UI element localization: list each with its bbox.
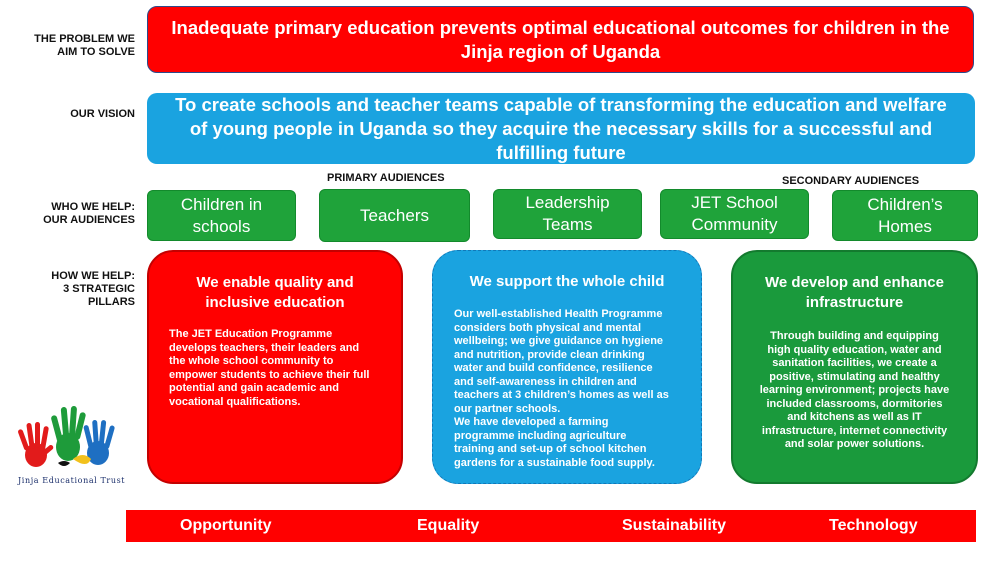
pillar-body-line: develops teachers, their leaders and bbox=[169, 341, 360, 354]
pillar-body-line: teachers at 3 children’s homes as well as bbox=[454, 389, 669, 401]
pillar-title-line: We support the whole child bbox=[469, 273, 665, 290]
pillar-title bbox=[733, 273, 976, 313]
audience-label: Teachers bbox=[360, 205, 429, 225]
pillar-body-line: water and build confidence, resilience bbox=[454, 362, 653, 374]
pillar-body-line: programme including agriculture bbox=[454, 429, 627, 442]
audience-label: schools bbox=[192, 216, 251, 236]
row-label-vision bbox=[0, 108, 135, 121]
audience-children-in-schools bbox=[147, 190, 296, 241]
row-label-line: AIM TO SOLVE bbox=[57, 46, 135, 58]
pillar-body-line: Through building and equipping bbox=[770, 330, 939, 342]
audience-label: Homes bbox=[878, 216, 932, 236]
pillar-body-line: Our well-established Health Programme bbox=[454, 308, 663, 320]
pillar-body-line: and solar power solutions. bbox=[784, 438, 925, 450]
row-label-pillars bbox=[0, 270, 135, 309]
value-sustainability: Sustainability bbox=[622, 517, 727, 534]
pillar-body-line: our partner schools. bbox=[454, 402, 561, 415]
pillar-body bbox=[169, 328, 401, 409]
pillar-body-line: high quality education, water and bbox=[767, 343, 942, 356]
pillar-body bbox=[454, 308, 701, 470]
pillar-quality-education bbox=[147, 250, 403, 484]
value-equality: Equality bbox=[417, 517, 480, 534]
audience-label: JET School bbox=[691, 193, 778, 212]
primary-audiences-heading: PRIMARY AUDIENCES bbox=[327, 172, 445, 184]
row-label-line: THE PROBLEM WE bbox=[34, 33, 135, 45]
pillar-body-line: vocational qualifications. bbox=[169, 395, 301, 408]
row-label-line: PILLARS bbox=[87, 296, 135, 308]
vision-text-line: To create schools and teacher teams capable of transforming the education and welfare bbox=[175, 93, 947, 115]
row-label-audiences bbox=[0, 201, 135, 227]
audience-label: Children in bbox=[180, 194, 263, 214]
problem-text-line: Inadequate primary education prevents optimal educational outcomes for children in the bbox=[171, 16, 950, 38]
pillar-whole-child bbox=[432, 250, 702, 484]
vision-text-line: of young people in Uganda so they acquire the necessary skills for a successful and bbox=[189, 117, 933, 139]
row-label-problem bbox=[0, 33, 135, 59]
audience-teachers bbox=[319, 189, 470, 242]
value-technology: Technology bbox=[829, 517, 918, 534]
hands-logo-icon bbox=[18, 403, 128, 475]
audience-childrens-homes bbox=[832, 190, 978, 241]
pillar-body-line: We have developed a farming bbox=[454, 416, 609, 428]
pillar-title bbox=[433, 272, 701, 292]
audience-leadership-teams bbox=[493, 189, 642, 239]
pillar-body-line: potential and gain academic and bbox=[169, 382, 339, 394]
pillar-title-line: We develop and enhance bbox=[765, 274, 944, 291]
pillar-body-line: and self-awareness in children and bbox=[454, 375, 637, 388]
pillar-title-line: inclusive education bbox=[205, 294, 345, 311]
audience-label: Leadership bbox=[525, 193, 610, 212]
audience-label: Community bbox=[691, 215, 778, 234]
pillar-body-line: training and set-up of school kitchen bbox=[454, 443, 647, 455]
pillar-infrastructure bbox=[731, 250, 978, 484]
problem-box bbox=[147, 6, 974, 73]
pillar-body-line: The JET Education Programme bbox=[169, 328, 333, 340]
pillar-body-line: and kitchens as well as IT bbox=[787, 411, 922, 423]
pillar-title-line: infrastructure bbox=[805, 294, 904, 311]
problem-text-line: Jinja region of Uganda bbox=[460, 40, 661, 62]
pillar-title bbox=[149, 273, 401, 313]
vision-text-line: fulfilling future bbox=[496, 141, 626, 163]
row-label-line: OUR VISION bbox=[70, 108, 135, 120]
audience-jet-school-community bbox=[660, 189, 809, 239]
pillar-body-line: gardens for a sustainable food supply. bbox=[454, 456, 655, 469]
values-bar bbox=[126, 510, 976, 542]
vision-box bbox=[147, 93, 975, 164]
audience-label: Children’s bbox=[867, 194, 943, 214]
pillar-body-line: sanitation facilities, we create a bbox=[772, 357, 937, 369]
row-label-line: WHO WE HELP: bbox=[51, 201, 135, 213]
pillar-body-line: wellbeing; we give guidance on hygiene bbox=[454, 335, 664, 347]
audience-label: Teams bbox=[542, 215, 593, 234]
pillar-body-line: the whole school community to bbox=[169, 355, 334, 367]
row-label-line: OUR AUDIENCES bbox=[43, 214, 135, 226]
pillar-body-line: positive, stimulating and healthy bbox=[769, 370, 940, 383]
secondary-audiences-heading: SECONDARY AUDIENCES bbox=[782, 175, 920, 187]
pillar-body-line: and nutrition, provide clean drinking bbox=[454, 348, 645, 361]
row-label-line: 3 STRATEGIC bbox=[63, 283, 135, 295]
pillar-body-line: infrastructure, internet connectivity bbox=[761, 424, 948, 437]
row-label-line: HOW WE HELP: bbox=[51, 270, 135, 282]
pillar-body-line: learning environment; projects have bbox=[759, 384, 950, 396]
value-opportunity: Opportunity bbox=[180, 517, 272, 534]
pillar-body-line: empower students to achieve their full bbox=[169, 368, 370, 381]
pillar-body-line: included classrooms, dormitories bbox=[766, 397, 943, 410]
pillar-body-line: considers both physical and mental bbox=[454, 321, 642, 334]
logo-text: Jinja Educational Trust bbox=[18, 476, 126, 485]
pillar-body bbox=[739, 330, 970, 452]
pillar-title-line: We enable quality and bbox=[196, 274, 354, 291]
